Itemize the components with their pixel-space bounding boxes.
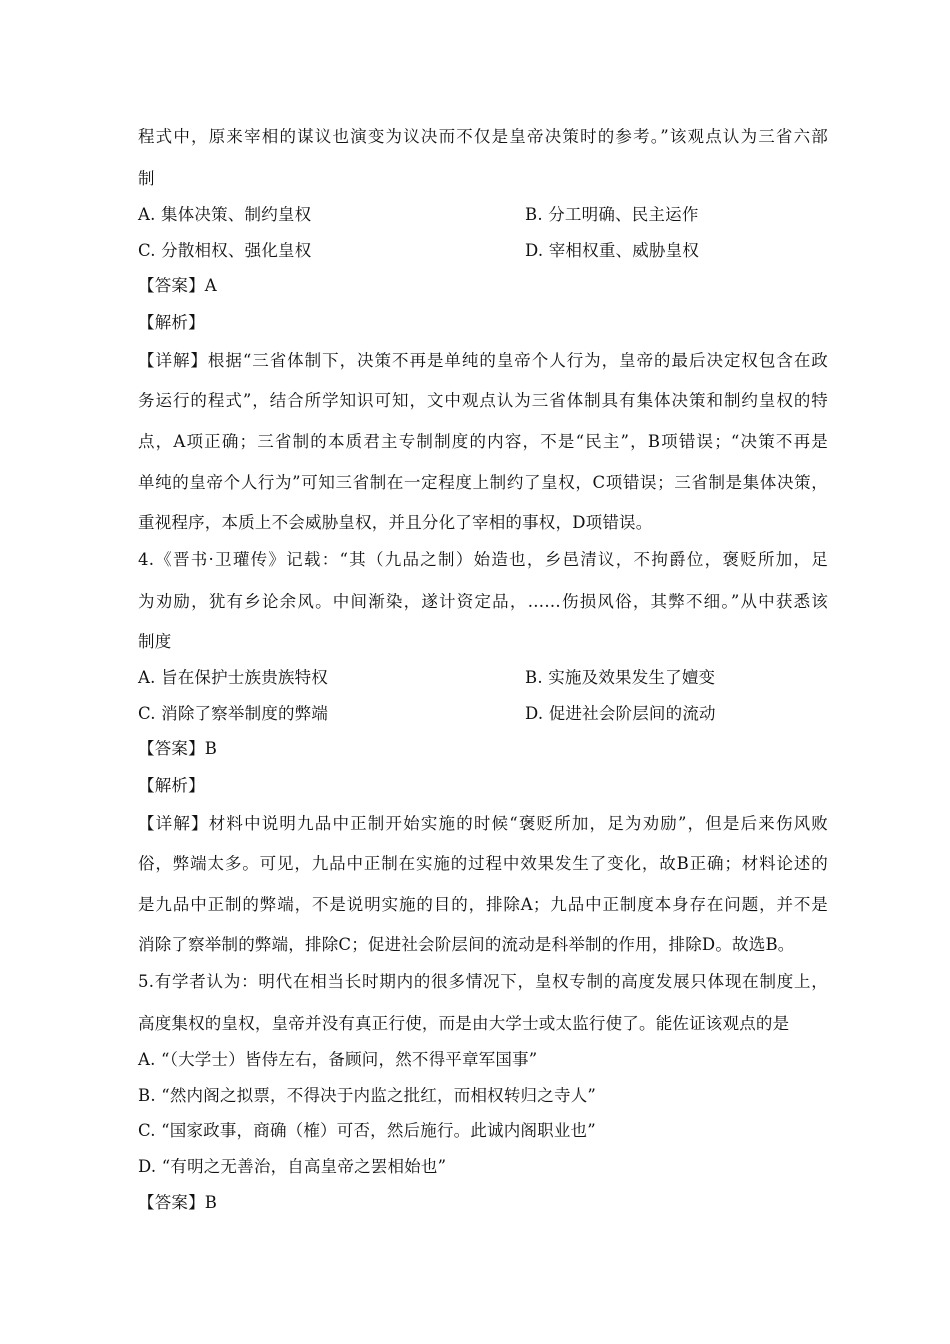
q5-answer: 【答案】B (138, 1193, 218, 1212)
q5-stem-line-1: 5.有学者认为：明代在相当长时期内的很多情况下，皇权专制的高度发展只体现在制度上， (138, 972, 828, 991)
q3-stem-line-1: 程式中，原来宰相的谋议也演变为议决而不仅是皇帝决策时的参考。”该观点认为三省六部 (138, 127, 828, 146)
q3-detail-line-2: 务运行的程式”，结合所学知识可知，文中观点认为三省体制具有集体决策和制约皇权的特 (138, 391, 828, 410)
q4-option-c: C. 消除了察举制度的弊端 (138, 704, 329, 723)
q4-option-a: A. 旨在保护士族贵族特权 (138, 668, 329, 687)
q3-detail-line-1: 【详解】根据“三省体制下，决策不再是单纯的皇帝个人行为，皇帝的最后决定权包含在政 (138, 351, 828, 370)
q4-stem-line-1: 4.《晋书·卫瓘传》记载：“其（九品之制）始造也，乡邑清议，不拘爵位，褒贬所加，足 (138, 550, 828, 569)
q3-option-d: D. 宰相权重、威胁皇权 (525, 241, 700, 260)
q4-option-b: B. 实施及效果发生了嬗变 (525, 668, 716, 687)
q4-detail-line-2: 俗，弊端太多。可见，九品中正制在实施的过程中效果发生了变化，故B正确；材料论述的 (138, 854, 828, 873)
q4-stem-line-3: 制度 (138, 632, 172, 651)
q3-detail-line-3: 点，A项正确；三省制的本质君主专制制度的内容，不是“民主”，B项错误；“决策不再是 (138, 432, 828, 451)
q3-option-c: C. 分散相权、强化皇权 (138, 241, 312, 260)
q4-detail-line-3: 是九品中正制的弊端，不是说明实施的目的，排除A；九品中正制度本身存在问题，并不是 (138, 895, 828, 914)
q3-answer: 【答案】A (138, 276, 217, 295)
q4-option-d: D. 促进社会阶层间的流动 (525, 704, 716, 723)
q5-option-b: B. “然内阁之拟票，不得决于内监之批红，而相权转归之寺人” (138, 1086, 596, 1105)
q4-answer: 【答案】B (138, 739, 218, 758)
q5-stem-line-2: 高度集权的皇权，皇帝并没有真正行使，而是由大学士或太监行使了。能佐证该观点的是 (138, 1014, 790, 1033)
q3-detail-line-4: 单纯的皇帝个人行为”可知三省制在一定程度上制约了皇权，C项错误；三省制是集体决策， (138, 473, 828, 492)
q4-stem-line-2: 为劝励，犹有乡论余风。中间渐染，遂计资定品，……伤损风俗，其弊不细。”从中获悉该 (138, 592, 828, 611)
q3-analysis-label: 【解析】 (138, 313, 205, 332)
q5-option-c: C. “国家政事，商确（榷）可否，然后施行。此诚内阁职业也” (138, 1121, 596, 1140)
q3-stem-line-2: 制 (138, 169, 155, 188)
q3-option-a: A. 集体决策、制约皇权 (138, 205, 312, 224)
q3-detail-line-5: 重视程序，本质上不会威胁皇权，并且分化了宰相的事权，D项错误。 (138, 513, 653, 532)
q3-option-b: B. 分工明确、民主运作 (525, 205, 699, 224)
q4-detail-line-4: 消除了察举制的弊端，排除C；促进社会阶层间的流动是科举制的作用，排除D。故选B。 (138, 935, 795, 954)
q5-option-d: D. “有明之无善治，自高皇帝之罢相始也” (138, 1157, 447, 1176)
q5-option-a: A. “（大学士）皆侍左右，备顾问，然不得平章军国事” (138, 1050, 538, 1069)
q4-analysis-label: 【解析】 (138, 776, 205, 795)
q4-detail-line-1: 【详解】材料中说明九品中正制开始实施的时候“褒贬所加，足为劝励”，但是后来伤风败 (138, 814, 828, 833)
